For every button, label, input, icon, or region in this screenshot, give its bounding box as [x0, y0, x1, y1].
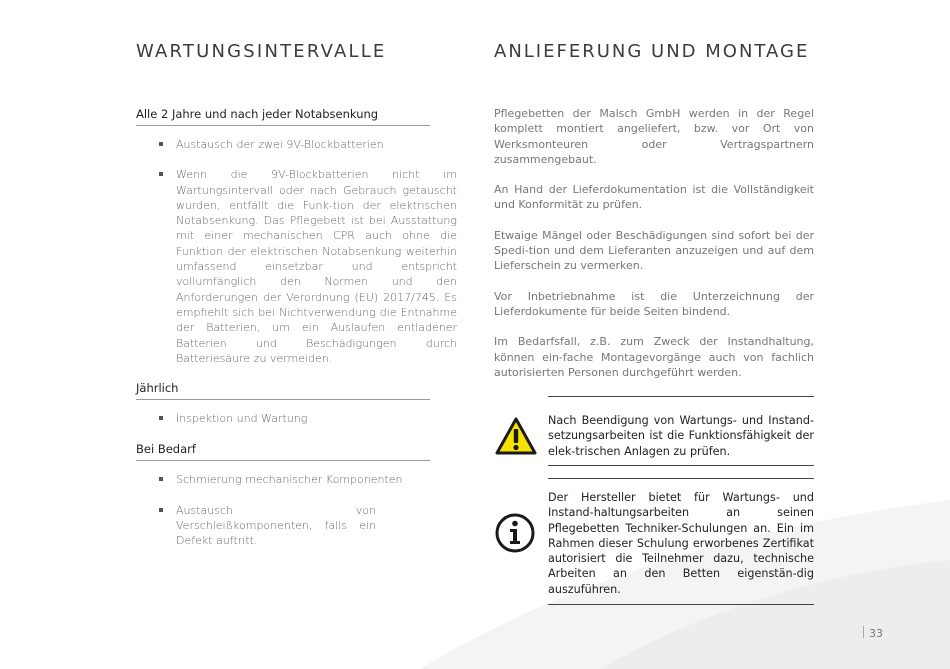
section-as-needed	[136, 441, 457, 548]
info-circle-icon	[494, 512, 536, 558]
paragraph: An Hand der Lieferdokumentation ist die Vollständigkeit und Konformität zu prüfen.	[494, 183, 814, 212]
divider	[548, 396, 814, 397]
page-number-text: 33	[869, 627, 883, 640]
info-text: Der Hersteller bietet für Wartungs- und Instand-haltungsarbeiten an seinen Pflegebetten Techniker-Schulungen an. Ein im Rahmen dieser Schulung erworbenes Zertifikat autorisiert die Teilnehmer dazu, technische Arbeiten an den Betten eigenstän-dig auszuführen.	[548, 491, 814, 596]
list-item: Austausch von Verschleißkomponenten, falls ein Defekt auftritt.	[136, 503, 376, 549]
divider	[548, 465, 814, 466]
section-yearly	[136, 380, 457, 426]
list-item: Schmierung mechanischer Komponenten	[136, 472, 457, 487]
warning-notice	[494, 396, 814, 466]
paragraph: Etwaige Mängel oder Beschädigungen sind sofort bei der Spedi-tion und dem Lieferanten anzuzeigen und auf dem Lieferschein zu vermerken.	[494, 228, 814, 273]
paragraph: Vor Inbetriebnahme ist die Unterzeichnung der Lieferdokumente für beide Seiten bindend.	[494, 289, 814, 318]
info-notice	[494, 478, 814, 605]
list-item: Austausch der zwei 9V-Blockbatterien	[136, 137, 457, 152]
page-number	[863, 626, 883, 640]
warning-triangle-icon	[494, 416, 538, 460]
paragraph: Im Bedarfsfall, z.B. zum Zweck der Instandhaltung, können ein-fache Montagevorgänge auch von fachlich autorisierten Personen durchgeführt werden.	[494, 335, 814, 379]
list-item: Inspektion und Wartung	[136, 411, 457, 426]
delivery-column	[494, 40, 814, 380]
divider	[548, 478, 814, 479]
section-every-2-years	[136, 106, 457, 366]
section-title: Bei Bedarf	[136, 441, 430, 461]
list-item: Wenn die 9V-Blockbatterien nicht im Wartungsintervall oder nach Gebrauch getauscht wurden, entfällt die Funk-tion der elektrischen Notabsenkung. Das Pflegebett ist bei Ausstattung mit einer mechanischen CPR auch ohne die Funktion der elektrischen Notabsenkung weiterhin umfassend einsetzbar und entspricht vollumfänglich den Normen und den Anforderungen der Verordnung (EU) 2017/745. Es empfiehlt sich bei Nichtverwendung die Entnahme der Batterien, um ein Auslaufen entladener Batterien und Beschädigungen durch Batteriesäure zu vermeiden.	[136, 167, 457, 366]
paragraph: Pflegebetten der Malsch GmbH werden in der Regel komplett montiert angeliefert, bzw. vor Ort von Werksmonteuren oder Vertragspartnern zusammengebaut.	[494, 107, 814, 166]
section-title: Alle 2 Jahre und nach jeder Notabsenkung	[136, 106, 430, 126]
warning-text: Nach Beendigung von Wartungs- und Instand-setzungsarbeiten ist die Funktionsfähigkeit der elek-trischen Anlagen zu prüfen.	[548, 414, 814, 458]
maintenance-column	[136, 40, 457, 549]
delivery-heading: ANLIEFERUNG UND MONTAGE	[494, 41, 810, 62]
divider	[863, 626, 864, 638]
maintenance-heading: WARTUNGSINTERVALLE	[136, 41, 387, 62]
section-title: Jährlich	[136, 380, 430, 400]
divider	[548, 604, 814, 605]
